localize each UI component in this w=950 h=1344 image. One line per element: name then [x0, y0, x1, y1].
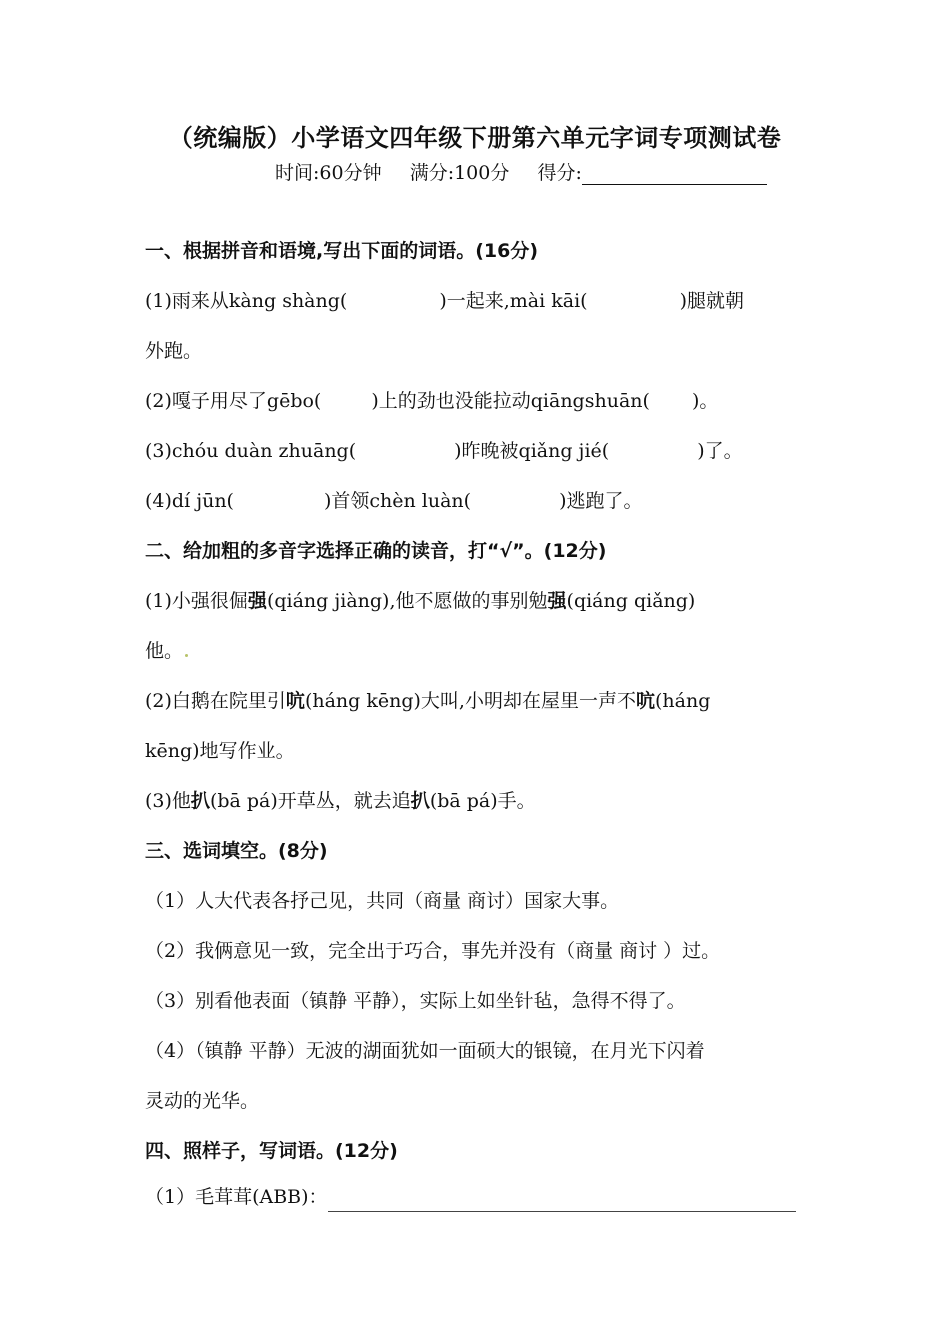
- score-label: 得分:: [537, 162, 582, 184]
- s1-question-1-cont: 外跑。: [145, 340, 203, 362]
- answer-line[interactable]: [328, 1189, 796, 1212]
- section-2-heading: 二、给加粗的多音字选择正确的读音，打“√”。(12分): [145, 540, 607, 562]
- polyphone-bold: 吭: [285, 690, 305, 712]
- score-blank[interactable]: [582, 166, 767, 185]
- polyphone-bold: 强: [547, 590, 567, 612]
- s2-question-1-cont: 他。: [145, 636, 815, 666]
- s3-question-4-cont: 灵动的光华。: [145, 1090, 260, 1112]
- section-3-heading: 三、选词填空。(8分): [145, 840, 328, 862]
- polyphone-bold: 强: [247, 590, 267, 612]
- section-1-heading: 一、根据拼音和语境,写出下面的词语。(16分): [145, 240, 539, 262]
- s2-question-1: (1)小强很倔强(qiáng jiàng),他不愿做的事别勉强(qiáng qiǎng): [145, 590, 696, 612]
- s4-question-1: （1）毛茸茸(ABB)：: [145, 1182, 815, 1212]
- exam-meta: [275, 158, 767, 185]
- s1-question-3: (3)chóu duàn zhuāng( )昨晚被qiǎng jié( )了。: [145, 440, 743, 462]
- section-4-heading: 四、照样子，写词语。(12分): [145, 1140, 398, 1162]
- exam-title: （统编版）小学语文四年级下册第六单元字词专项测试卷: [168, 124, 782, 152]
- full-score-label: 满分:100分: [409, 162, 510, 184]
- s2-question-2: (2)白鹅在院里引吭(háng kēng)大叫,小明却在屋里一声不吭(háng: [145, 690, 711, 712]
- s3-question-4[interactable]: （4）（镇静 平静）无波的湖面犹如一面硕大的银镜，在月光下闪着: [145, 1040, 705, 1062]
- polyphone-bold: 吭: [635, 690, 655, 712]
- polyphone-bold: 扒: [190, 790, 210, 812]
- s3-question-2[interactable]: （2）我俩意见一致，完全出于巧合，事先并没有（商量 商讨 ）过。: [145, 940, 721, 962]
- s1-question-4: (4)dí jūn( )首领chèn luàn( )逃跑了。: [145, 490, 643, 512]
- s2-question-3: (3)他扒(bā pá)开草丛，就去追扒(bā pá)手。: [145, 790, 536, 812]
- polyphone-bold: 扒: [410, 790, 430, 812]
- s2-question-2-cont[interactable]: kēng)地写作业。: [145, 740, 295, 762]
- time-label: 时间:60分钟: [275, 162, 382, 184]
- s1-question-1: (1)雨来从kàng shàng( )一起来,mài kāi( )腿就朝: [145, 290, 744, 312]
- s3-question-1[interactable]: （1）人大代表各抒己见，共同（商量 商讨）国家大事。: [145, 890, 620, 912]
- s1-question-2: (2)嘎子用尽了gēbo( )上的劲也没能拉动qiāngshuān( )。: [145, 390, 719, 412]
- s3-question-3[interactable]: （3）别看他表面（镇静 平静），实际上如坐针毡，急得不得了。: [145, 990, 686, 1012]
